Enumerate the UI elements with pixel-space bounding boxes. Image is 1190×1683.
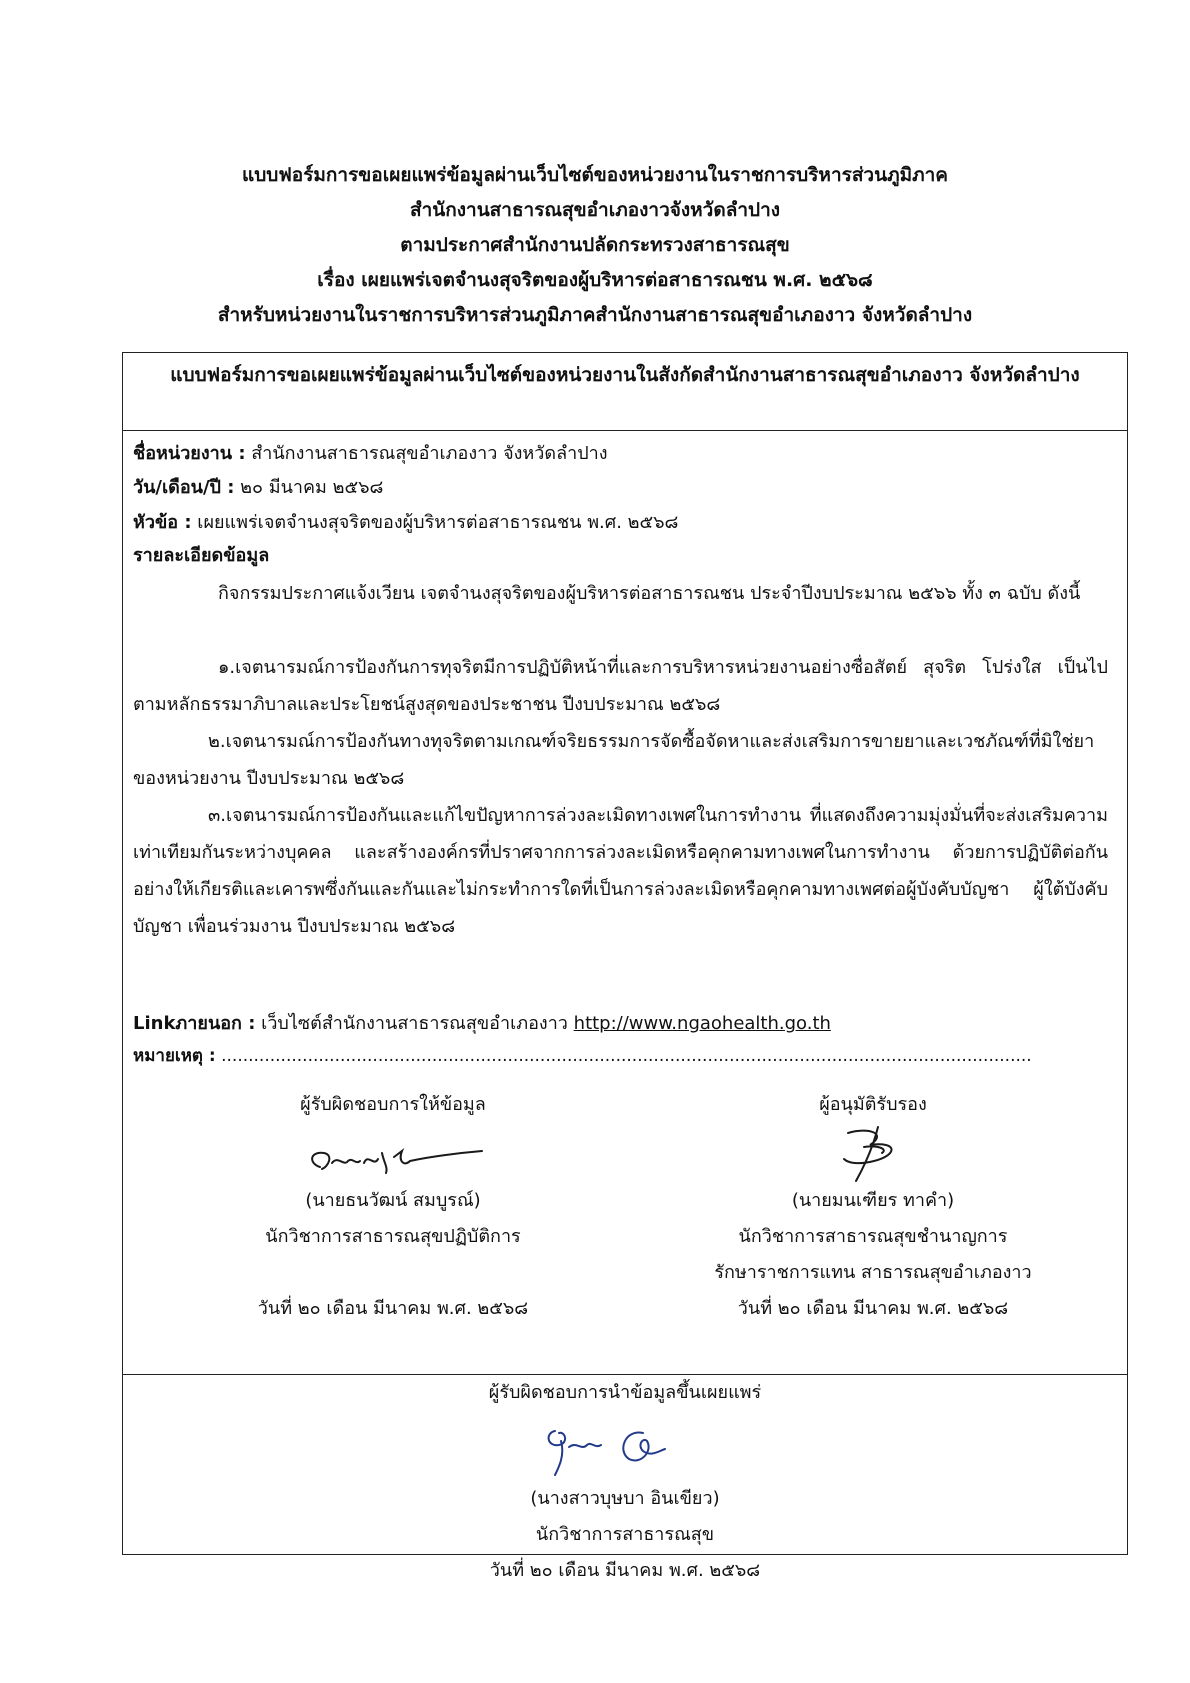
date-label: วัน/เดือน/ปี : — [133, 477, 235, 498]
details-section — [123, 431, 1127, 1375]
link-text: เว็บไซต์สำนักงานสาธารณสุขอำเภองาว — [261, 1013, 568, 1034]
document-heading — [120, 158, 1070, 333]
unit-value: สำนักงานสาธารณสุขอำเภองาว จังหวัดลำปาง — [251, 443, 608, 464]
left-signer-name: (นายธนวัฒน์ สมบูรณ์) — [305, 1190, 481, 1211]
right-signer-role: ผู้อนุมัติรับรอง — [819, 1094, 927, 1115]
heading-line-5: สำหรับหน่วยงานในราชการบริหารส่วนภูมิภาคสำนักงานสาธารณสุขอำเภองาว จังหวัดลำปาง — [217, 304, 973, 326]
form-box — [122, 352, 1128, 1581]
heading-line-3: ตามประกาศสำนักงานปลัดกระทรวงสาธารณสุข — [400, 234, 790, 256]
item-3-paragraph — [133, 797, 1108, 945]
date-value: ๒๐ มีนาคม ๒๕๖๘ — [240, 477, 384, 498]
heading-line-2: สำนักงานสาธารณสุขอำเภองาวจังหวัดลำปาง — [409, 199, 781, 221]
heading-line-4: เรื่อง เผยแพร่เจตจำนงสุจริตของผู้บริหารต่อสาธารณชน พ.ศ. ๒๕๖๘ — [317, 269, 873, 291]
publisher-signature-image — [525, 1411, 725, 1481]
item-1-paragraph — [133, 649, 1108, 723]
item-2-paragraph — [133, 723, 1108, 797]
right-signature-image — [778, 1123, 968, 1183]
left-signer-position: นักวิชาการสาธารณสุขปฏิบัติการ — [265, 1226, 521, 1247]
unit-row — [133, 437, 608, 470]
left-signer-role: ผู้รับผิดชอบการให้ข้อมูล — [300, 1094, 486, 1115]
topic-value: เผยแพร่เจตจำนงสุจริตของผู้บริหารต่อสาธารณชน พ.ศ. ๒๕๖๘ — [197, 512, 679, 533]
link-row — [133, 1007, 831, 1040]
details-label: รายละเอียดข้อมูล — [133, 545, 270, 566]
intro-text: กิจกรรมประกาศแจ้งเวียน เจตจำนงสุจริตของผู้บริหารต่อสาธารณชน ประจำปีงบประมาณ ๒๕๖๖ ทั้ง ๓ ฉบับ ดังนี้ — [218, 583, 1081, 604]
left-signature-image — [298, 1123, 488, 1183]
intro-paragraph — [133, 575, 1108, 612]
publisher-section — [123, 1375, 1127, 1589]
publisher-name: (นางสาวบุษบา อินเขียว) — [530, 1488, 720, 1509]
external-link[interactable]: http://www.ngaohealth.go.th — [573, 1013, 831, 1034]
left-signer-date: วันที่ ๒๐ เดือน มีนาคม พ.ศ. ๒๕๖๘ — [257, 1298, 529, 1319]
heading-line-1: แบบฟอร์มการขอเผยแพร่ข้อมูลผ่านเว็บไซต์ของหน่วยงานในราชการบริหารส่วนภูมิภาค — [241, 164, 949, 186]
note-label: หมายเหตุ : — [133, 1046, 216, 1066]
right-signer-date: วันที่ ๒๐ เดือน มีนาคม พ.ศ. ๒๕๖๘ — [737, 1298, 1009, 1319]
publisher-position: นักวิชาการสาธารณสุข — [535, 1524, 715, 1545]
right-signer-acting: รักษาราชการแทน สาธารณสุขอำเภองาว — [714, 1262, 1032, 1283]
details-row — [133, 539, 269, 572]
unit-label: ชื่อหน่วยงาน : — [133, 443, 246, 464]
item-3-text: ๓.เจตนารมณ์การป้องกันและแก้ไขปัญหาการล่วงละเมิดทางเพศในการทำงาน ที่แสดงถึงความมุ่งมั่นที่จะส่งเสริมความเท่าเทียมกันระหว่างบุคคล และสร้างองค์กรที่ปราศจากการล่วงละเมิดหรือคุกคามทางเพศในการทำงาน ด้วยการปฏิบัติต่อกันอย่างให้เกียรติและเคารพซึ่งกันและกันและไม่กระทำการใดที่เป็นการล่วงละเมิดหรือคุกคามทางเพศต่อผู้บังคับบัญชา ผู้ใต้บังคับบัญชา เพื่อนร่วมงาน ปีงบประมาณ ๒๕๖๘ — [133, 805, 1108, 937]
item-2-text: ๒.เจตนารมณ์การป้องกันทางทุจริตตามเกณฑ์จริยธรรมการจัดซื้อจัดหาและส่งเสริมการขายยาและเวชภัณฑ์ที่มิใช่ยาของหน่วยงาน ปีงบประมาณ ๒๕๖๘ — [133, 731, 1095, 789]
item-1-text: ๑.เจตนารมณ์การป้องกันการทุจริตมีการปฏิบัติหน้าที่และการบริหารหน่วยงานอย่างซื่อสัตย์ สุจริต โปร่งใส เป็นไปตามหลักธรรมาภิบาลและประโยชน์สูงสุดของประชาชน ปีงบประมาณ ๒๕๖๘ — [133, 657, 1108, 715]
form-title: แบบฟอร์มการขอเผยแพร่ข้อมูลผ่านเว็บไซต์ของหน่วยงานในสังกัดสำนักงานสาธารณสุขอำเภองาว จังหวัดลำปาง — [123, 353, 1127, 431]
right-signer-name: (นายมนเฑียร ทาคำ) — [791, 1190, 955, 1211]
publisher-date: วันที่ ๒๐ เดือน มีนาคม พ.ศ. ๒๕๖๘ — [489, 1560, 761, 1581]
right-signer — [683, 1087, 1063, 1327]
date-row — [133, 471, 383, 504]
right-signer-position: นักวิชาการสาธารณสุขชำนาญการ — [738, 1226, 1008, 1247]
topic-row — [133, 506, 678, 539]
note-row — [133, 1040, 1032, 1073]
note-value: ...................................................................................................................................................... — [221, 1046, 1032, 1066]
publisher-role: ผู้รับผิดชอบการนำข้อมูลขึ้นเผยแพร่ — [488, 1382, 762, 1403]
left-signer — [243, 1087, 543, 1327]
topic-label: หัวข้อ : — [133, 512, 192, 533]
link-label: Linkภายนอก : — [133, 1013, 256, 1034]
